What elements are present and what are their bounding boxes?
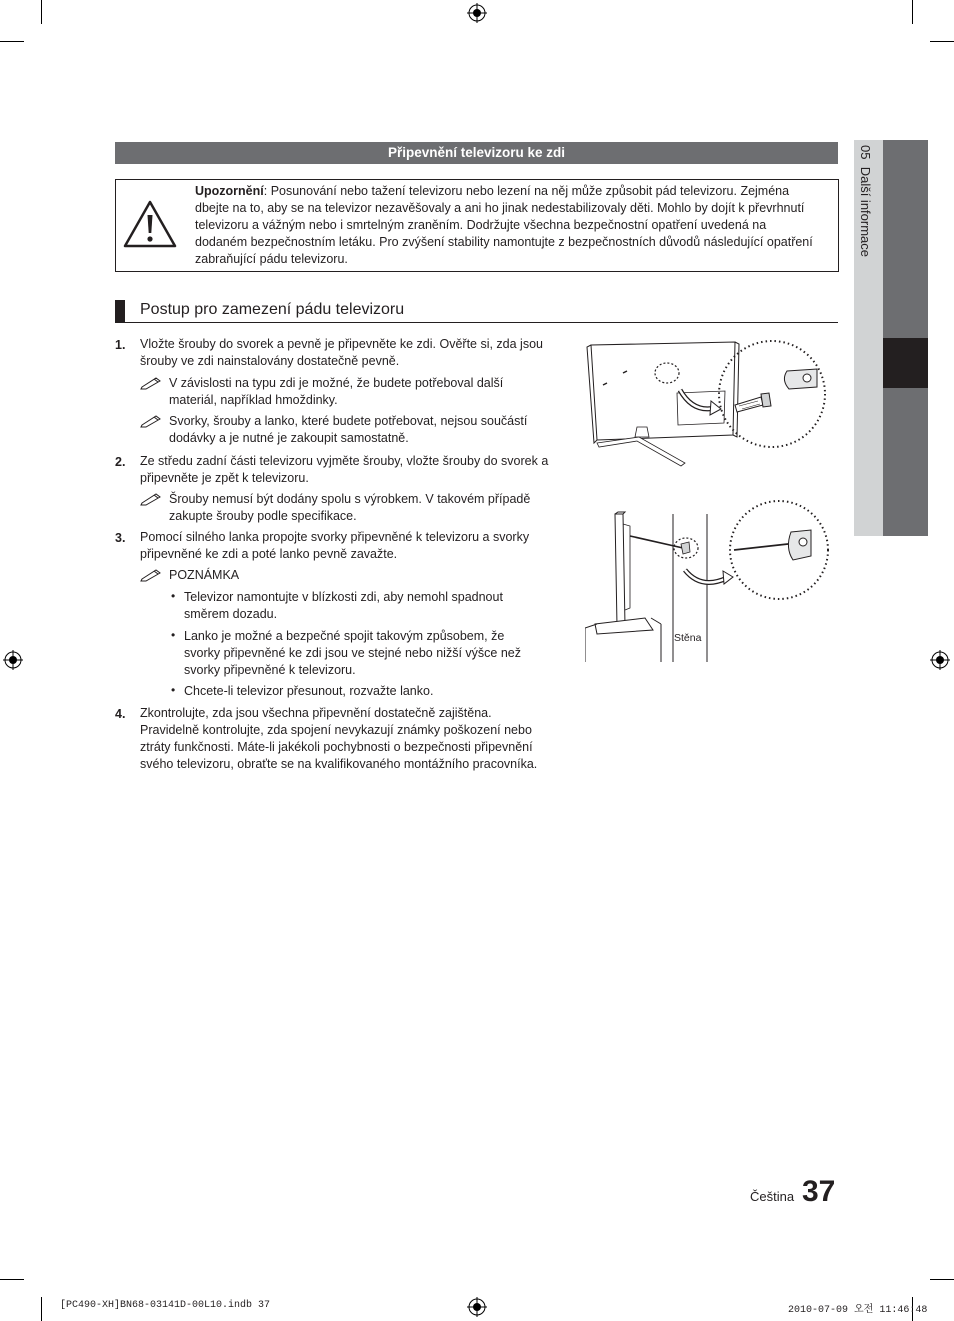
wall-label: Stěna <box>674 632 702 644</box>
subheading-label: Postup pro zamezení pádu televizoru <box>140 301 405 318</box>
warning-text <box>195 183 835 268</box>
step-text <box>140 705 537 773</box>
warning-line: zabraňující pádu televizoru. <box>195 252 348 266</box>
step-text <box>140 529 529 563</box>
step-line: svého televizoru, obraťte se na kvalifikovaného montážního pracovníka. <box>140 757 538 771</box>
registration-mark-icon <box>467 1297 487 1317</box>
side-tab-marker <box>883 338 928 388</box>
note-line: materiál, například hmoždinky. <box>169 393 338 407</box>
note-line: V závislosti na typu zdi je možné, že budete potřeboval další <box>169 376 504 390</box>
step-number: 2. <box>115 455 126 469</box>
step-line: Vložte šrouby do svorek a pevně je připevněte ke zdi. Ověřte si, zda jsou <box>140 337 543 351</box>
registration-mark-icon <box>3 650 23 670</box>
tv-back-illustration <box>585 335 830 475</box>
crop-mark <box>41 1297 42 1321</box>
bullet-line: směrem dozadu. <box>184 607 278 621</box>
bullet-line: Chcete-li televizor přesunout, rozvažte lanko. <box>184 684 434 698</box>
warning-line: dbejte na to, aby se na televizor nezavěšovaly a ani ho jinak nedestabilizovaly děti. Mohlo by dojít k převrhnutí <box>195 201 805 215</box>
note-line: Šrouby nemusí být dodány spolu s výrobkem. V takovém případě <box>169 492 531 506</box>
warning-label: Upozornění <box>195 184 264 198</box>
bullet-line: svorky připevněné ke zdi jsou ve stejné nebo nižší výšce než <box>184 646 521 660</box>
chapter-number: 05 <box>858 145 873 160</box>
crop-mark <box>41 0 42 24</box>
step-text <box>140 336 543 370</box>
note-label: POZNÁMKA <box>169 568 240 582</box>
step-line: připevněte je zpět k televizoru. <box>140 471 309 485</box>
step-number: 4. <box>115 707 126 721</box>
page-number: 37 <box>802 1175 836 1208</box>
note-line: dodávky a je nutné je zakoupit samostatně. <box>169 431 409 445</box>
step-number: 1. <box>115 338 126 352</box>
warning-triangle-icon <box>122 199 178 249</box>
page-language: Čeština <box>750 1189 795 1204</box>
bullet-line: Televizor namontujte v blízkosti zdi, aby nemohl spadnout <box>184 590 503 604</box>
step-line: Zkontrolujte, zda jsou všechna připevnění dostatečně zajištěna. <box>140 706 492 720</box>
bullet-dot: • <box>171 589 176 603</box>
bullet-line: svorky připevněné k televizoru. <box>184 663 356 677</box>
warning-line: televizoru a vážným nebo i smrtelným zraněním. Dodržujte všechna bezpečnostní opatření uvedená na <box>195 218 767 232</box>
warning-line: dodaném bezpečnostním letáku. Pro zvýšení stability namontujte z bezpečnostních důvodů následující opatření <box>195 235 813 249</box>
crop-mark <box>930 41 954 42</box>
bullet-text <box>184 589 503 623</box>
step-text <box>140 453 548 487</box>
subheading-marker <box>115 300 125 322</box>
subheading <box>115 300 838 323</box>
bullet-dot: • <box>171 628 176 642</box>
step-line: Pomocí silného lanka propojte svorky připevněné k televizoru a svorky <box>140 530 530 544</box>
note-pencil-icon <box>140 414 162 428</box>
bullet-text <box>184 683 433 700</box>
bullet-text <box>184 628 521 679</box>
note-pencil-icon <box>140 568 162 582</box>
registration-mark-icon <box>467 3 487 23</box>
note-pencil-icon <box>140 376 162 390</box>
warning-line: : Posunování nebo tažení televizoru nebo lezení na něj může způsobit pád televizoru. Zejména <box>263 184 790 198</box>
note-text <box>169 413 527 447</box>
note-text <box>169 375 503 409</box>
bullet-line: Lanko je možné a bezpečné spojit takovým způsobem, že <box>184 629 505 643</box>
note-line: Svorky, šrouby a lanko, které budete potřebovat, nejsou součástí <box>169 414 528 428</box>
footer-file-info: [PC490-XH]BN68-03141D-00L10.indb 37 <box>60 1300 271 1311</box>
bullet-dot: • <box>171 683 176 697</box>
note-line: zakupte šrouby podle specifikace. <box>169 509 357 523</box>
side-tab-title <box>858 145 880 395</box>
tv-side-illustration <box>585 500 830 665</box>
step-line: připevněné ke zdi a poté lanko pevně zavažte. <box>140 547 398 561</box>
registration-mark-icon <box>930 650 950 670</box>
note-pencil-icon <box>140 492 162 506</box>
note-text <box>169 491 530 525</box>
chapter-title: Další informace <box>858 166 873 258</box>
crop-mark <box>930 1279 954 1280</box>
step-line: Pravidelně kontrolujte, zda spojení nevykazují známky poškození nebo <box>140 723 532 737</box>
crop-mark <box>0 41 24 42</box>
step-line: Ze středu zadní části televizoru vyjměte šrouby, vložte šrouby do svorek a <box>140 454 549 468</box>
step-line: šrouby ve zdi nainstalovány dostatečně pevně. <box>140 354 400 368</box>
section-title: Připevnění televizoru ke zdi <box>115 142 838 164</box>
footer-timestamp: 2010-07-09 오전 11:46:48 <box>788 1305 928 1316</box>
crop-mark <box>0 1279 24 1280</box>
step-line: ztráty funkčnosti. Máte-li jakékoli pochybnosti o bezpečnosti připevnění <box>140 740 533 754</box>
step-number: 3. <box>115 531 126 545</box>
crop-mark <box>912 0 913 24</box>
